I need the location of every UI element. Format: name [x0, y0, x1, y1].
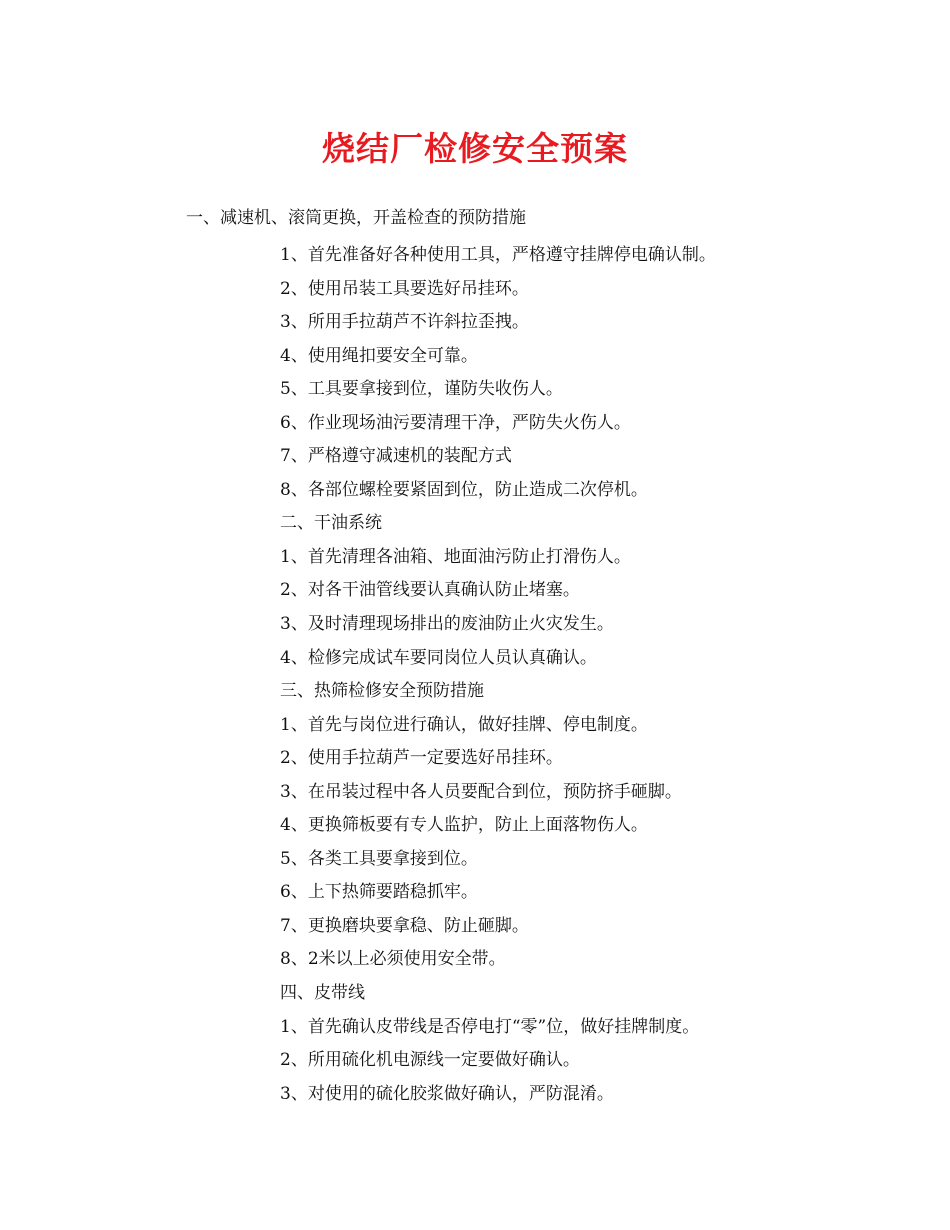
list-item: 5、工具要拿接到位，谨防失收伤人。: [280, 379, 563, 400]
list-item: 1、首先与岗位进行确认，做好挂牌、停电制度。: [280, 714, 648, 735]
list-item: 3、在吊装过程中各人员要配合到位，预防挤手砸脚。: [280, 781, 682, 802]
section-heading: 二、干油系统: [280, 513, 382, 534]
list-item: 6、作业现场油污要清理干净，严防失火伤人。: [280, 412, 631, 433]
list-item: 6、上下热筛要踏稳抓牢。: [280, 882, 478, 903]
section-heading: 四、皮带线: [280, 983, 365, 1004]
list-item: 5、各类工具要拿接到位。: [280, 848, 478, 869]
list-item: 4、更换筛板要有专人监护，防止上面落物伤人。: [280, 815, 648, 836]
list-item: 2、使用手拉葫芦一定要选好吊挂环。: [280, 748, 563, 769]
list-item: 3、对使用的硫化胶浆做好确认，严防混淆。: [280, 1083, 614, 1104]
section-heading: 三、热筛检修安全预防措施: [280, 681, 484, 702]
list-item: 7、严格遵守减速机的装配方式: [280, 446, 512, 467]
list-item: 2、所用硫化机电源线一定要做好确认。: [280, 1050, 580, 1071]
list-item: 8、各部位螺栓要紧固到位，防止造成二次停机。: [280, 479, 648, 500]
document-body: [280, 239, 920, 1111]
list-item: 1、首先准备好各种使用工具，严格遵守挂牌停电确认制。: [280, 245, 716, 265]
list-item: 8、2米以上必须使用安全带。: [280, 949, 506, 970]
list-item: 3、所用手拉葫芦不许斜拉歪拽。: [280, 312, 529, 333]
list-item: 2、对各干油管线要认真确认防止堵塞。: [280, 580, 580, 601]
list-item: 2、使用吊装工具要选好吊挂环。: [280, 278, 529, 299]
list-item: 4、检修完成试车要同岗位人员认真确认。: [280, 647, 597, 668]
document-title: 烧结厂检修安全预案: [322, 129, 628, 168]
list-item: 1、首先清理各油箱、地面油污防止打滑伤人。: [280, 546, 631, 567]
list-item: 7、更换磨块要拿稳、防止砸脚。: [280, 915, 529, 936]
list-item: 1、首先确认皮带线是否停电打“零”位，做好挂牌制度。: [280, 1016, 700, 1037]
list-item: 3、及时清理现场排出的废油防止火灾发生。: [280, 614, 614, 635]
list-item: 4、使用绳扣要安全可靠。: [280, 345, 478, 366]
section-heading-1: 一、减速机、滚筒更换，开盖检查的预防措施: [186, 208, 526, 228]
